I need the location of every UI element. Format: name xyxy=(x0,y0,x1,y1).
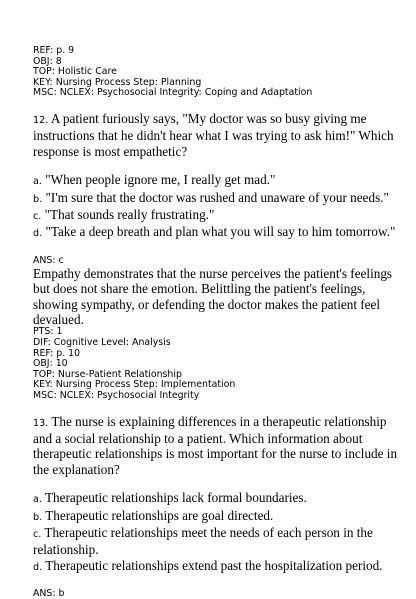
ref-line: REF: p. 10 xyxy=(33,347,81,359)
option-c: c. "That sounds really frustrating." xyxy=(33,207,215,222)
option-a: a. "When people ignore me, I really get mad." xyxy=(33,172,276,188)
dif-line: DIF: Cognitive Level: Analysis xyxy=(33,337,171,349)
key-line: KEY: Nursing Process Step: Planning xyxy=(33,76,202,88)
question-13 xyxy=(33,414,398,599)
question-12 xyxy=(33,111,398,402)
answer-options xyxy=(33,172,398,242)
question-stem xyxy=(33,111,398,159)
pts-line: PTS: 1 xyxy=(33,326,63,338)
question-stem xyxy=(33,414,398,478)
top-line: TOP: Holistic Care xyxy=(33,66,117,78)
option-b: b. "I'm sure that the doctor was rushed and unaware of your needs." xyxy=(33,189,389,205)
msc-line: MSC: NCLEX: Psychosocial Integrity xyxy=(33,390,200,401)
answer-options xyxy=(33,490,398,575)
option-c: c. Therapeutic relationships meet the needs of each person in the relationship. xyxy=(33,525,373,558)
obj-line: OBJ: 8 xyxy=(33,55,62,67)
q12-metadata xyxy=(33,327,398,401)
option-d: d. "Take a deep breath and plan what you will say to him tomorrow." xyxy=(33,224,396,240)
q11-metadata xyxy=(33,46,398,99)
obj-line: OBJ: 10 xyxy=(33,358,68,370)
top-line: TOP: Nurse-Patient Relationship xyxy=(33,368,182,380)
question-text: A patient furiously says, "My doctor was so busy giving me instructions that he didn't hear what I was trying to ask him!" Which response is most empathetic? xyxy=(33,110,394,159)
question-number: 13. xyxy=(33,417,49,429)
rationale: Empathy demonstrates that the nurse perceives the patient's feelings but does not share the emotion. Belittling the patient's feelings, showing sympathy, or defending the doctor makes the patient feel devalued. xyxy=(33,265,393,328)
question-text: The nurse is explaining differences in a therapeutic relationship and a social relationship to a patient. Which information about therapeutic relationships is most important for the nurse to include in the explanation? xyxy=(33,413,398,477)
answer-key: ANS: b xyxy=(33,588,65,599)
question-number: 12. xyxy=(33,114,49,126)
document-page xyxy=(33,46,398,599)
key-line: KEY: Nursing Process Step: Implementation xyxy=(33,379,236,391)
ref-line: REF: p. 9 xyxy=(33,45,75,56)
option-a: a. Therapeutic relationships lack formal boundaries. xyxy=(33,490,307,506)
option-b: b. Therapeutic relationships are goal directed. xyxy=(33,507,274,523)
answer-key: ANS: c xyxy=(33,254,64,266)
option-d: d. Therapeutic relationships extend past the hospitalization period. xyxy=(33,557,383,573)
msc-line: MSC: NCLEX: Psychosocial Integrity: Coping and Adaptation xyxy=(33,87,313,99)
